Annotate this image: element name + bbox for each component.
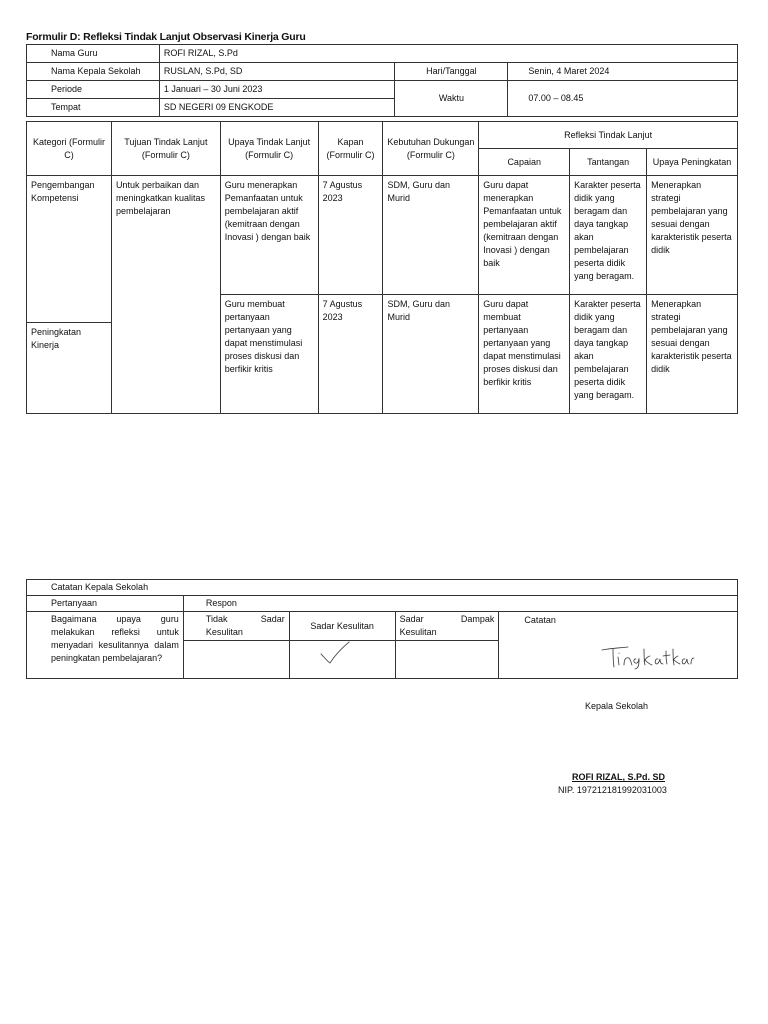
signature-name: ROFI RIZAL, S.Pd. SD (572, 772, 666, 782)
tantangan-cell: Karakter peserta didik yang beragam dan daya tangkap akan pembelajaran peserta didik yang beragam. (570, 176, 647, 295)
catatan-label: Catatan (524, 615, 556, 625)
check-cell-sadar-dampak (395, 641, 499, 679)
opt-sadar-dampak: Sadar Dampak Kesulitan (395, 612, 499, 641)
header-refleksi: Refleksi Tindak Lanjut (479, 122, 738, 149)
header-kebutuhan: Kebutuhan Dukungan (Formulir C) (383, 122, 479, 176)
kapan-cell: 7 Agustus 2023 (318, 176, 383, 295)
tempat-label: Tempat (27, 99, 160, 117)
upaya-cell: Guru menerapkan Pemanfaatan untuk pembelajaran aktif (kemitraan dengan Inovasi ) dengan baik (220, 176, 318, 295)
hari-label: Hari/Tanggal (395, 63, 508, 81)
form-title: Formulir D: Refleksi Tindak Lanjut Observasi Kinerja Guru (26, 31, 306, 43)
respon-label: Respon (183, 596, 737, 612)
capaian-cell: Guru dapat menerapkan Pemanfaatan untuk pembelajaran aktif (kemitraan dengan Inovasi ) dengan baik (479, 176, 570, 295)
header-tujuan: Tujuan Tindak Lanjut (Formulir C) (111, 122, 220, 176)
table-row (27, 176, 738, 295)
kepala-value: RUSLAN, S.Pd, SD (159, 63, 395, 81)
kebutuhan-cell: SDM, Guru dan Murid (383, 176, 479, 295)
kepala-label: Nama Kepala Sekolah (27, 63, 160, 81)
kategori-cell-1: Pengembangan Kompetensi (27, 176, 112, 295)
signature-nip: NIP. 197212181992031003 (558, 785, 667, 795)
periode-value: 1 Januari – 30 Juni 2023 (159, 81, 395, 99)
reflection-table (26, 121, 738, 414)
upaya-peningkatan-cell: Menerapkan strategi pembelajaran yang sesuai dengan karakteristik peserta didik (647, 295, 738, 414)
tantangan-cell: Karakter peserta didik yang beragam dan daya tangkap akan pembelajaran peserta didik yang beragam. (570, 295, 647, 414)
notes-heading: Catatan Kepala Sekolah (27, 580, 738, 596)
question-cell: Bagaimana upaya guru melakukan refleksi untuk menyadari kesulitannya dalam peningkatan pembelajaran? (27, 612, 184, 679)
header-tantangan: Tantangan (570, 149, 647, 176)
header-upaya: Upaya Tindak Lanjut (Formulir C) (220, 122, 318, 176)
header-capaian: Capaian (479, 149, 570, 176)
waktu-value: 07.00 – 08.45 (508, 81, 738, 117)
opt-sadar: Sadar Kesulitan (289, 612, 395, 641)
header-kapan: Kapan (Formulir C) (318, 122, 383, 176)
info-table (26, 44, 738, 117)
tujuan-cell: Untuk perbaikan dan meningkatkan kualitas pembelajaran (111, 176, 220, 414)
nama-guru-label: Nama Guru (27, 45, 160, 63)
header-upaya-peningkatan: Upaya Peningkatan (647, 149, 738, 176)
opt-tidak-sadar: Tidak Sadar Kesulitan (183, 612, 289, 641)
hari-value: Senin, 4 Maret 2024 (508, 63, 738, 81)
checkmark-icon (318, 640, 352, 666)
pertanyaan-label: Pertanyaan (27, 596, 184, 612)
kebutuhan-cell: SDM, Guru dan Murid (383, 295, 479, 414)
upaya-peningkatan-cell: Menerapkan strategi pembelajaran yang sesuai dengan karakteristik peserta didik (647, 176, 738, 295)
periode-label: Periode (27, 81, 160, 99)
kapan-cell: 7 Agustus 2023 (318, 295, 383, 414)
signature-role: Kepala Sekolah (585, 701, 649, 711)
check-cell-tidak-sadar (183, 641, 289, 679)
capaian-cell: Guru dapat membuat pertanyaan pertanyaan yang dapat menstimulasi proses diskusi dan berfikir kritis (479, 295, 570, 414)
upaya-cell: Guru membuat pertanyaan pertanyaan yang dapat menstimulasi proses diskusi dan berfikir kritis (220, 295, 318, 414)
tempat-value: SD NEGERI 09 ENGKODE (159, 99, 395, 117)
nama-guru-value: ROFI RIZAL, S.Pd (159, 45, 737, 63)
header-kategori: Kategori (Formulir C) (27, 122, 112, 176)
handwritten-tingkatkan (600, 645, 695, 671)
kategori-cell-2: Peningkatan Kinerja (27, 322, 111, 352)
waktu-label: Waktu (395, 81, 508, 117)
